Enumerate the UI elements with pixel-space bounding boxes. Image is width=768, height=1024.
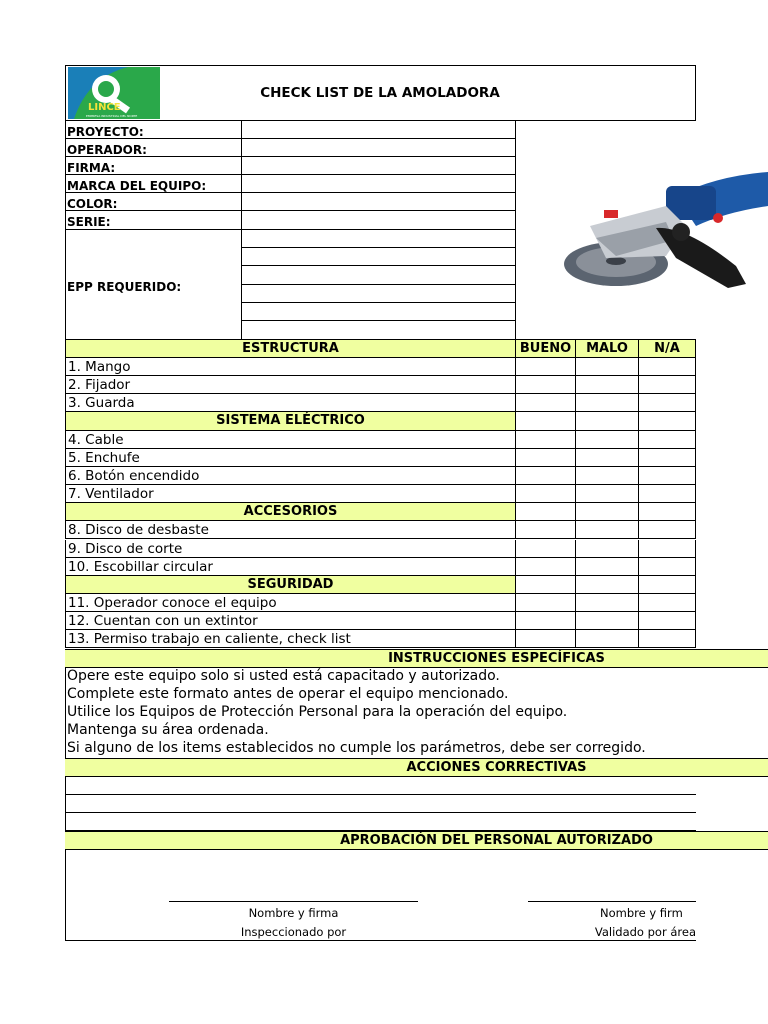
field-label: EPP REQUERIDO: [67, 280, 182, 294]
field-label: SERIE: [67, 215, 111, 229]
signature-name-right: Nombre y firm [600, 906, 683, 920]
check-cell[interactable] [516, 485, 576, 503]
check-cell[interactable] [516, 376, 576, 394]
check-cell[interactable] [576, 594, 639, 612]
instruction-line: Utilice los Equipos de Protección Personal para la operación del equipo. [67, 704, 568, 720]
field-row-serie [65, 211, 516, 230]
epp-line [241, 230, 516, 248]
corrective-line [65, 795, 696, 813]
check-cell[interactable] [576, 467, 639, 485]
field-row-operador [65, 139, 516, 157]
checklist-item: 13. Permiso trabajo en caliente, check list [65, 630, 516, 648]
check-cell[interactable] [639, 540, 696, 558]
checklist-item: 11. Operador conoce el equipo [65, 594, 516, 612]
check-cell[interactable] [516, 449, 576, 467]
section-header-seguridad: SEGURIDAD [65, 576, 516, 594]
instruction-line: Opere este equipo solo si usted está capacitado y autorizado. [67, 668, 500, 684]
instruction-line: Mantenga su área ordenada. [67, 722, 269, 738]
check-cell[interactable] [576, 503, 639, 521]
check-cell[interactable] [576, 558, 639, 576]
signature-line-right [528, 901, 696, 902]
check-cell[interactable] [516, 630, 576, 648]
check-cell[interactable] [576, 576, 639, 594]
check-cell[interactable] [516, 467, 576, 485]
company-logo [68, 67, 160, 119]
check-cell[interactable] [639, 449, 696, 467]
check-cell[interactable] [576, 449, 639, 467]
field-row-marca [65, 175, 516, 193]
section-header-estructura: ESTRUCTURA [65, 339, 516, 358]
checklist-item: 3. Guarda [65, 394, 516, 412]
column-header-malo: MALO [576, 339, 639, 358]
checklist-item: 10. Escobillar circular [65, 558, 516, 576]
field-row-firma [65, 157, 516, 175]
check-cell[interactable] [576, 358, 639, 376]
check-cell[interactable] [576, 412, 639, 430]
check-cell[interactable] [576, 630, 639, 648]
instruction-line: Complete este formato antes de operar el equipo mencionado. [67, 686, 509, 702]
angle-grinder-image [556, 166, 768, 298]
check-cell[interactable] [516, 412, 576, 430]
column-header-bueno: BUENO [516, 339, 576, 358]
check-cell[interactable] [639, 467, 696, 485]
checklist-table [65, 339, 696, 649]
check-cell[interactable] [576, 521, 639, 539]
check-cell[interactable] [516, 431, 576, 449]
checklist-item: 9. Disco de corte [65, 540, 516, 558]
instructions-header: INSTRUCCIONES ESPECÍFICAS [65, 649, 768, 668]
checklist-item: 7. Ventilador [65, 485, 516, 503]
corrective-line [65, 777, 696, 795]
checklist-item: 1. Mango [65, 358, 516, 376]
check-cell[interactable] [639, 376, 696, 394]
check-cell[interactable] [516, 503, 576, 521]
check-cell[interactable] [516, 358, 576, 376]
field-row-color [65, 193, 516, 211]
check-cell[interactable] [576, 612, 639, 630]
check-cell[interactable] [516, 594, 576, 612]
check-cell[interactable] [516, 576, 576, 594]
check-cell[interactable] [516, 540, 576, 558]
field-label: OPERADOR: [67, 143, 147, 157]
check-cell[interactable] [639, 576, 696, 594]
checklist-item: 4. Cable [65, 431, 516, 449]
check-cell[interactable] [639, 630, 696, 648]
check-cell[interactable] [516, 612, 576, 630]
signature-line-left [169, 901, 418, 902]
check-cell[interactable] [516, 558, 576, 576]
field-label: COLOR: [67, 197, 118, 211]
check-cell[interactable] [639, 358, 696, 376]
check-cell[interactable] [639, 485, 696, 503]
check-cell[interactable] [516, 521, 576, 539]
epp-line [241, 285, 516, 303]
instructions-list [65, 667, 705, 757]
logo-text: LINCE [88, 102, 121, 113]
check-cell[interactable] [639, 431, 696, 449]
check-cell[interactable] [639, 521, 696, 539]
check-cell[interactable] [576, 485, 639, 503]
instruction-line: Si alguno de los items establecidos no cumple los parámetros, debe ser corregido. [67, 740, 646, 756]
checklist-item: 2. Fijador [65, 376, 516, 394]
signature-role-left: Inspeccionado por [240, 925, 347, 939]
check-cell[interactable] [639, 394, 696, 412]
column-header-na: N/A [639, 339, 696, 358]
check-cell[interactable] [576, 376, 639, 394]
epp-line [241, 248, 516, 266]
check-cell[interactable] [639, 612, 696, 630]
approval-header: APROBACIÓN DEL PERSONAL AUTORIZADO [65, 831, 768, 850]
check-cell[interactable] [639, 558, 696, 576]
section-header-electrico: SISTEMA ELÉCTRICO [65, 412, 516, 430]
bottom-border [65, 940, 696, 941]
checklist-item: 6. Botón encendido [65, 467, 516, 485]
checklist-item: 5. Enchufe [65, 449, 516, 467]
field-label: MARCA DEL EQUIPO: [67, 179, 207, 193]
section-header-accesorios: ACCESORIOS [65, 503, 516, 521]
check-cell[interactable] [576, 394, 639, 412]
corrective-actions-header: ACCIONES CORRECTIVAS [65, 758, 768, 777]
signature-role-right: Validado por área [594, 925, 696, 939]
check-cell[interactable] [639, 503, 696, 521]
checklist-item: 12. Cuentan con un extintor [65, 612, 516, 630]
check-cell[interactable] [576, 431, 639, 449]
epp-line [241, 266, 516, 285]
check-cell[interactable] [639, 594, 696, 612]
signature-name-left: Nombre y firma [248, 906, 339, 920]
check-cell[interactable] [576, 540, 639, 558]
corrective-line [65, 813, 696, 831]
document-title: CHECK LIST DE LA AMOLADORA [260, 85, 500, 101]
checklist-item: 8. Disco de desbaste [65, 521, 516, 539]
field-label: PROYECTO: [67, 125, 144, 139]
check-cell[interactable] [516, 394, 576, 412]
field-row-epp [65, 276, 241, 294]
field-label: FIRMA: [67, 161, 116, 175]
logo-subtext: EMPRESA INDUSTRIAL DEL NORTE [86, 114, 138, 118]
epp-line [241, 303, 516, 321]
field-row-proyecto [65, 121, 516, 139]
check-cell[interactable] [639, 412, 696, 430]
